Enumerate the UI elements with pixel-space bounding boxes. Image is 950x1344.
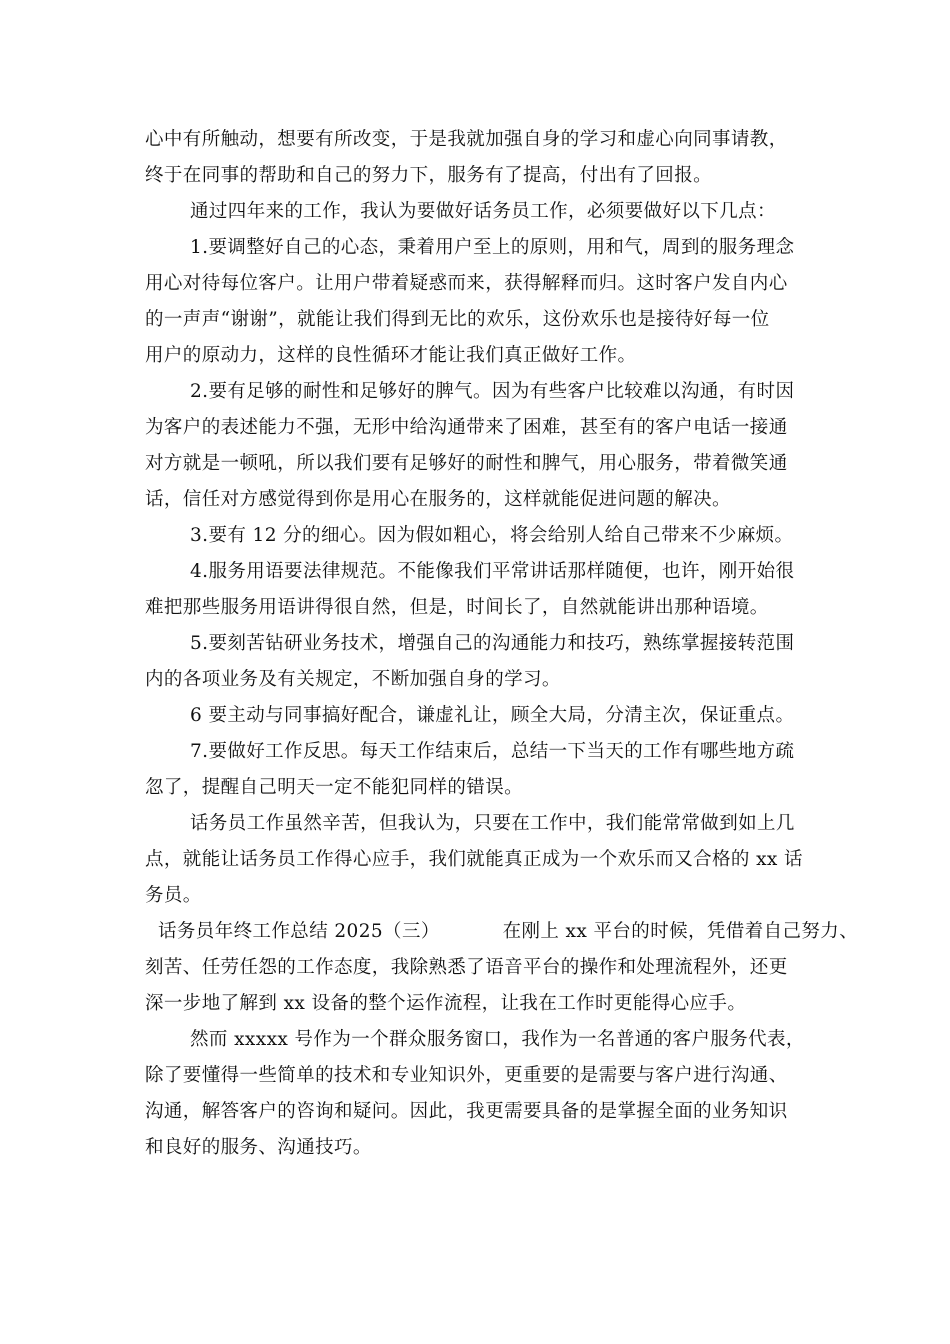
paragraph-line: 务员。 bbox=[145, 885, 202, 906]
paragraph-line: 1.要调整好自己的心态，秉着用户至上的原则，用和气，周到的服务理念 bbox=[190, 237, 795, 258]
paragraph-line: 5.要刻苦钻研业务技术，增强自己的沟通能力和技巧，熟练掌握接转范围 bbox=[190, 633, 795, 654]
paragraph-line: 通过四年来的工作，我认为要做好话务员工作，必须要做好以下几点： bbox=[190, 201, 776, 222]
paragraph-line: 忽了，提醒自己明天一定不能犯同样的错误。 bbox=[145, 777, 524, 798]
paragraph-line: 难把那些服务用语讲得很自然，但是，时间长了，自然就能讲出那种语境。 bbox=[145, 597, 769, 618]
paragraph-line: 2.要有足够的耐性和足够好的脾气。因为有些客户比较难以沟通，有时因 bbox=[190, 381, 795, 402]
paragraph-line: 用心对待每位客户。让用户带着疑惑而来，获得解释而归。这时客户发自内心 bbox=[145, 273, 788, 294]
paragraph-line: 话，信任对方感觉得到你是用心在服务的，这样就能促进问题的解决。 bbox=[145, 489, 731, 510]
paragraph-line: 深一步地了解到 xx 设备的整个运作流程，让我在工作时更能得心应手。 bbox=[145, 993, 747, 1014]
paragraph-line: 心中有所触动，想要有所改变，于是我就加强自身的学习和虚心向同事请教， bbox=[145, 129, 788, 150]
paragraph-line: 内的各项业务及有关规定，不断加强自身的学习。 bbox=[145, 669, 561, 690]
paragraph-line: 7.要做好工作反思。每天工作结束后，总结一下当天的工作有哪些地方疏 bbox=[190, 741, 795, 762]
paragraph-line: 用户的原动力，这样的良性循环才能让我们真正做好工作。 bbox=[145, 345, 637, 366]
paragraph-line: 除了要懂得一些简单的技术和专业知识外，更重要的是需要与客户进行沟通、 bbox=[145, 1065, 788, 1086]
paragraph-line: 3.要有 12 分的细心。因为假如粗心，将会给别人给自己带来不少麻烦。 bbox=[190, 525, 794, 546]
paragraph-line: 为客户的表述能力不强，无形中给沟通带来了困难，甚至有的客户电话一接通 bbox=[145, 417, 788, 438]
section-heading-line: 话务员年终工作总结 2025（三） 在刚上 xx 平台的时候，凭借着自己努力、 bbox=[158, 921, 859, 942]
paragraph-line: 和良好的服务、沟通技巧。 bbox=[145, 1137, 372, 1158]
paragraph-line: 的一声声“谢谢”，就能让我们得到无比的欢乐，这份欢乐也是接待好每一位 bbox=[145, 309, 770, 330]
paragraph-line: 然而 xxxxx 号作为一个群众服务窗口，我作为一名普通的客户服务代表， bbox=[190, 1029, 805, 1050]
paragraph-line: 沟通，解答客户的咨询和疑问。因此，我更需要具备的是掌握全面的业务知识 bbox=[145, 1101, 788, 1122]
paragraph-line: 终于在同事的帮助和自己的努力下，服务有了提高，付出有了回报。 bbox=[145, 165, 713, 186]
paragraph-line: 4.服务用语要法律规范。不能像我们平常讲话那样随便，也许，刚开始很 bbox=[190, 561, 795, 582]
paragraph-line: 对方就是一顿吼，所以我们要有足够好的耐性和脾气，用心服务，带着微笑通 bbox=[145, 453, 788, 474]
paragraph-line: 点，就能让话务员工作得心应手，我们就能真正成为一个欢乐而又合格的 xx 话 bbox=[145, 849, 803, 870]
paragraph-line: 刻苦、任劳任怨的工作态度，我除熟悉了语音平台的操作和处理流程外，还更 bbox=[145, 957, 788, 978]
paragraph-line: 话务员工作虽然辛苦，但我认为，只要在工作中，我们能常常做到如上几 bbox=[190, 813, 795, 834]
paragraph-line: 6 要主动与同事搞好配合，谦虚礼让，顾全大局，分清主次，保证重点。 bbox=[190, 705, 795, 726]
